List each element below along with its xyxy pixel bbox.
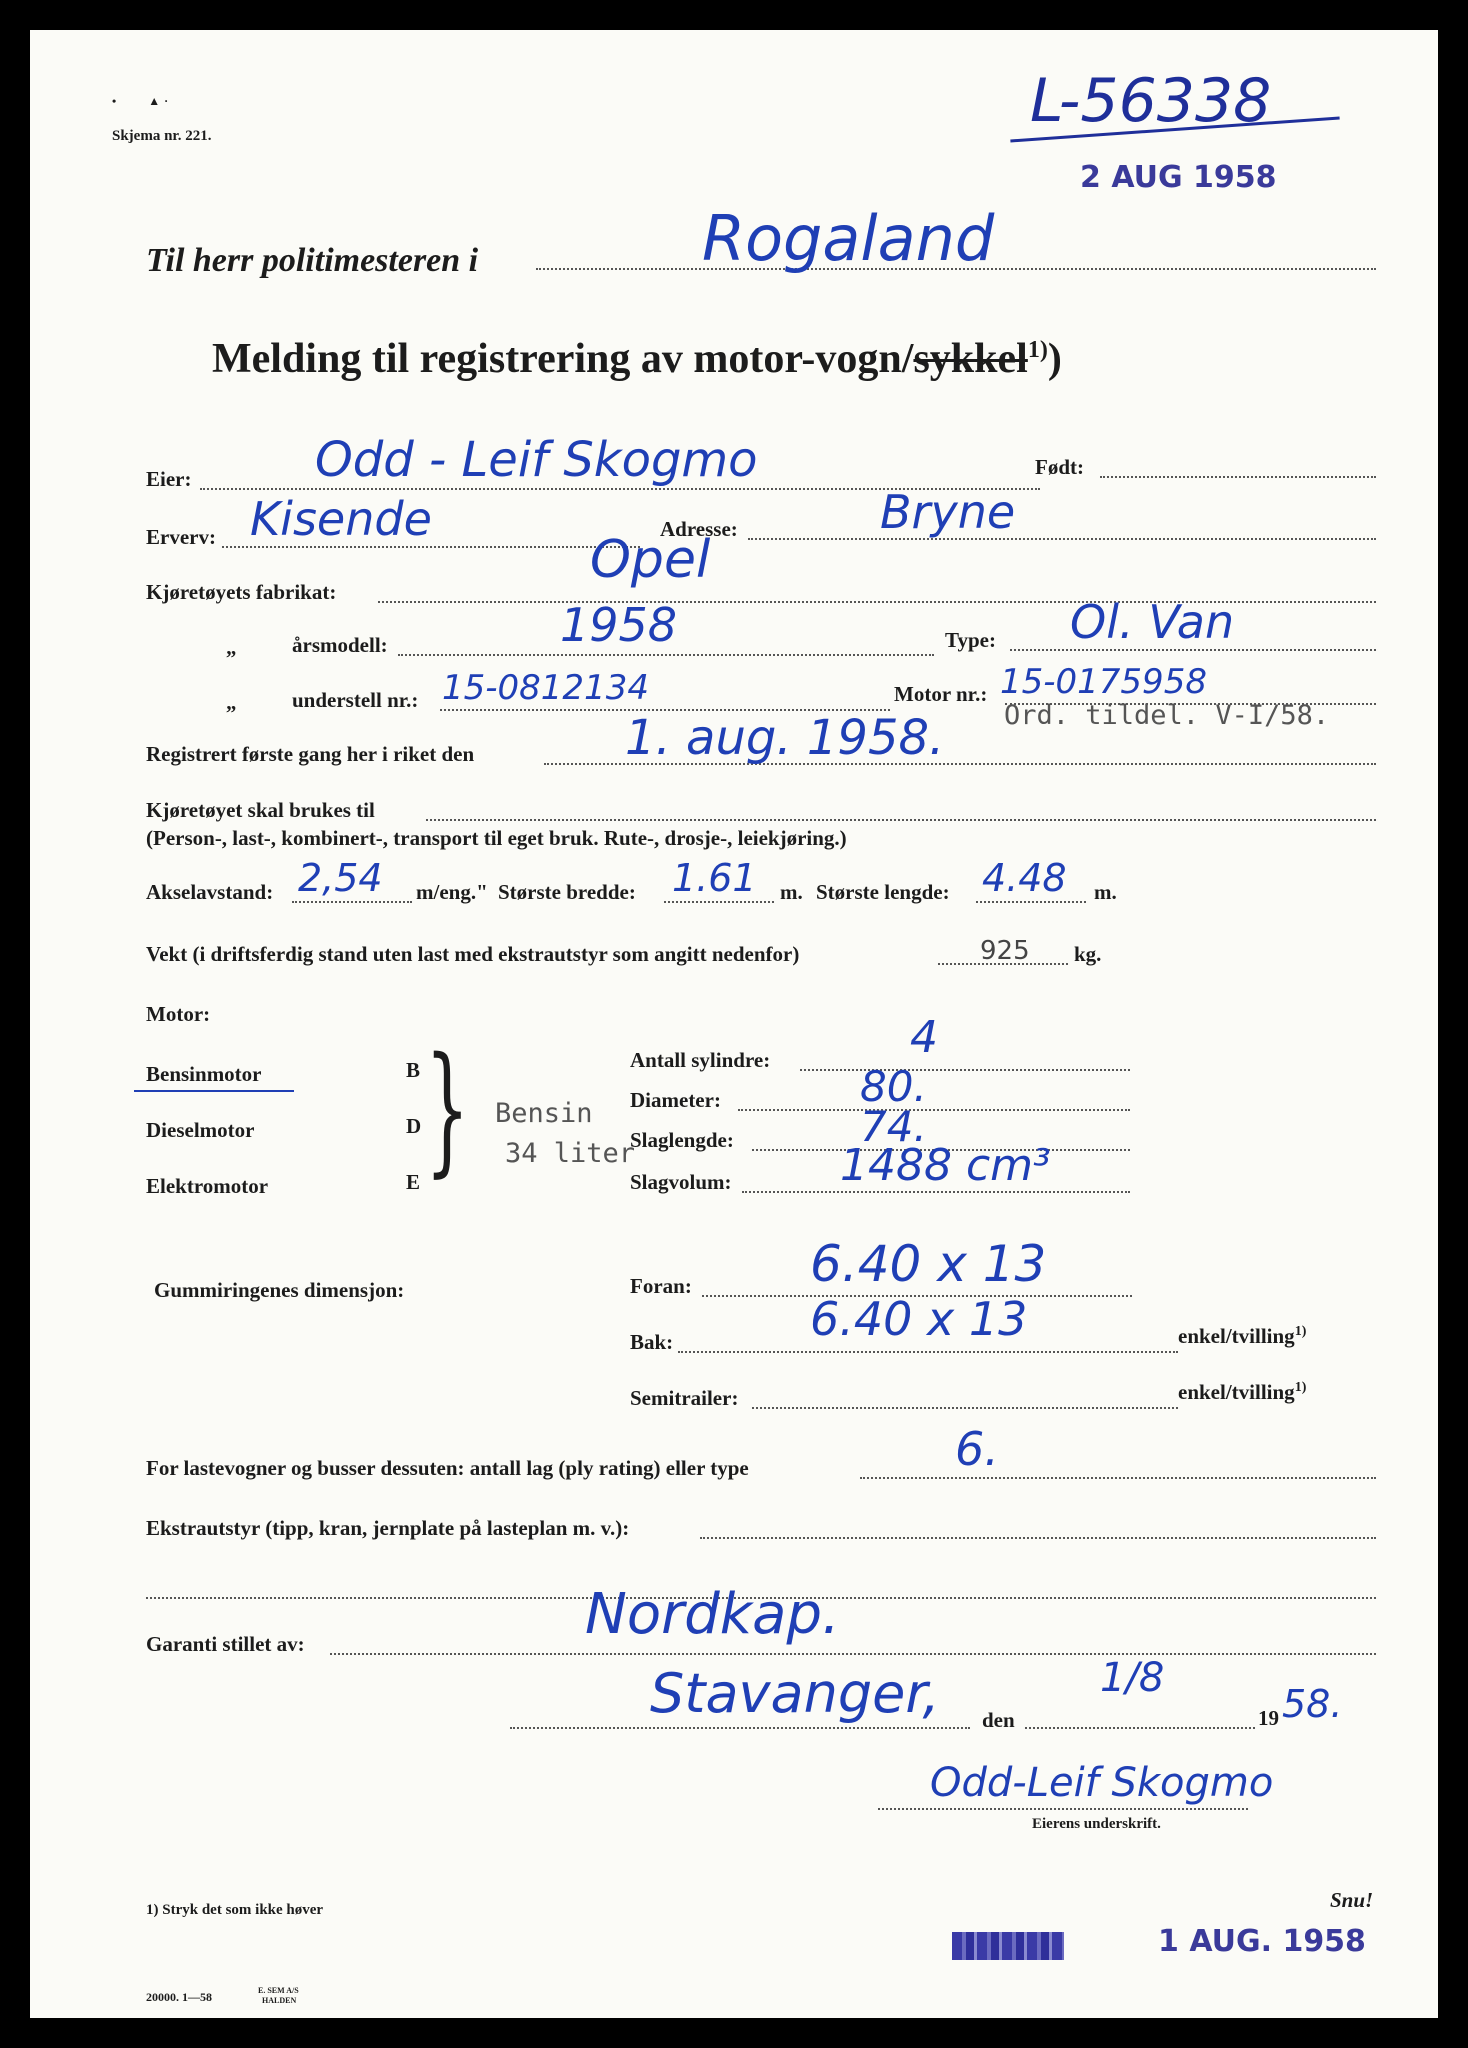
acquisition-value: Kisende — [250, 492, 432, 546]
wheelbase-unit: m/eng." — [416, 880, 488, 904]
stroke-label: Slaglengde: — [630, 1128, 734, 1152]
cylinders-value: 4 — [910, 1012, 938, 1063]
rear-single-twin: enkel/tvilling$^{1)}$ — [1178, 1324, 1307, 1348]
fuel-note-1: Bensin — [495, 1098, 593, 1129]
year-suffix: 58. — [1282, 1682, 1343, 1726]
motor-label: Motor: — [146, 1002, 211, 1026]
petrol-engine-code: B — [406, 1058, 421, 1082]
width-value: 1.61 — [672, 856, 757, 900]
semitrailer-label: Semitrailer: — [630, 1386, 739, 1410]
semitrailer-single-twin: enkel/tvilling$^{1)}$ — [1178, 1380, 1307, 1404]
width-label: Største bredde: — [498, 880, 636, 904]
length-value: 4.48 — [982, 856, 1067, 900]
front-tire-value: 6.40 x 13 — [810, 1235, 1047, 1293]
ditto-mark: „ — [226, 690, 237, 714]
stroke-value: 74. — [860, 1102, 927, 1151]
first-registered-value: 1. aug. 1958. — [625, 710, 945, 766]
signing-date: 1/8 — [1100, 1655, 1165, 1701]
length-label: Største lengde: — [816, 880, 950, 904]
displacement-label: Slagvolum: — [630, 1170, 732, 1194]
petrol-engine-label: Bensinmotor — [146, 1062, 262, 1086]
year-prefix: 19 — [1258, 1706, 1279, 1730]
address-value: Bryne — [880, 485, 1016, 539]
diesel-engine-label: Dieselmotor — [146, 1118, 255, 1142]
displacement-value: 1488 cm³ — [840, 1140, 1051, 1191]
recipient-label: Til herr politimesteren i — [146, 242, 479, 279]
chassis-label: understell nr.: — [292, 688, 419, 712]
turn-over-note: Snu! — [1330, 1888, 1374, 1912]
make-value: Opel — [590, 530, 711, 590]
born-label: Født: — [1035, 455, 1084, 479]
rear-tire-value: 6.40 x 13 — [810, 1292, 1028, 1346]
extra-equipment-label: Ekstrautstyr (tipp, kran, jernplate på lasteplan m. v.): — [146, 1516, 630, 1540]
front-tire-label: Foran: — [630, 1274, 692, 1298]
owner-label: Eier: — [146, 467, 192, 491]
electric-engine-label: Elektromotor — [146, 1174, 269, 1198]
reference-number: L-56338 — [1030, 66, 1272, 136]
wheelbase-value: 2,54 — [298, 856, 383, 900]
received-stamp-bottom: 1 AUG. 1958 — [1158, 1924, 1366, 1959]
fuel-note-2: 34 liter — [505, 1138, 636, 1169]
first-registered-label: Registrert første gang her i riket den — [146, 742, 475, 766]
width-unit: m. — [780, 880, 803, 904]
recipient-value: Rogaland — [702, 202, 995, 275]
address-label: Adresse: — [660, 517, 738, 541]
petrol-engine-underline — [134, 1090, 294, 1092]
ditto-mark: „ — [226, 635, 237, 659]
received-stamp-top: 2 AUG 1958 — [1080, 160, 1277, 195]
electric-engine-code: E — [406, 1170, 421, 1194]
plate-assignment-note: Ord. tildel. V-I/58. — [1004, 700, 1330, 731]
corner-marks: • ▲· — [112, 94, 173, 108]
ply-rating-value: 6. — [955, 1422, 999, 1476]
schema-number: Skjema nr. 221. — [112, 128, 212, 144]
bore-label: Diameter: — [630, 1088, 721, 1112]
length-unit: m. — [1094, 880, 1117, 904]
model-year-value: 1958 — [560, 598, 678, 652]
acquisition-label: Erverv: — [146, 525, 216, 549]
owner-signature: Odd-Leif Skogmo — [930, 1760, 1274, 1806]
model-year-label: årsmodell: — [292, 633, 388, 657]
signature-caption: Eierens underskrift. — [1032, 1816, 1161, 1832]
owner-value: Odd - Leif Skogmo — [315, 432, 758, 488]
form-sheet — [30, 30, 1438, 2018]
guarantee-label: Garanti stillet av: — [146, 1632, 305, 1656]
guarantee-value: Nordkap. — [585, 1582, 840, 1647]
diesel-engine-code: D — [406, 1114, 422, 1138]
signing-place: Stavanger, — [650, 1662, 940, 1725]
motor-brace: } — [425, 1028, 470, 1191]
chassis-value: 15-0812134 — [442, 668, 649, 708]
footnote: 1) Stryk det som ikke høver — [146, 1902, 324, 1918]
rear-tire-label: Bak: — [630, 1330, 674, 1354]
type-label: Type: — [945, 628, 996, 652]
printer-city: HALDEN — [262, 1996, 297, 2005]
weight-unit: kg. — [1074, 942, 1102, 966]
date-den-label: den — [982, 1708, 1015, 1732]
print-info: 20000. 1—58 — [146, 1990, 212, 2004]
type-value: Ol. Van — [1070, 595, 1235, 649]
form-title: Melding til registrering av motor-vogn/sykkel$^{1)}$) — [212, 336, 1062, 382]
make-label: Kjøretøyets fabrikat: — [146, 580, 337, 604]
bore-value: 80. — [860, 1062, 927, 1111]
wheelbase-label: Akselavstand: — [146, 880, 274, 904]
weight-value: 925 — [980, 936, 1030, 966]
printer-name: E. SEM A/S — [258, 1986, 299, 1995]
stamp-ink-blot — [952, 1932, 1064, 1960]
usage-note: (Person-, last-, kombinert-, transport til eget bruk. Rute-, drosje-, leiekjøring.) — [146, 826, 847, 850]
tires-label: Gummiringenes dimensjon: — [154, 1278, 405, 1302]
usage-label: Kjøretøyet skal brukes til — [146, 798, 375, 822]
weight-label: Vekt (i driftsferdig stand uten last med ekstrautstyr som angitt nedenfor) — [146, 942, 800, 966]
ply-rating-label: For lastevogner og busser dessuten: antall lag (ply rating) eller type — [146, 1456, 749, 1480]
engine-number-value: 15-0175958 — [1000, 662, 1207, 702]
cylinders-label: Antall sylindre: — [630, 1048, 771, 1072]
engine-number-label: Motor nr.: — [894, 682, 988, 706]
